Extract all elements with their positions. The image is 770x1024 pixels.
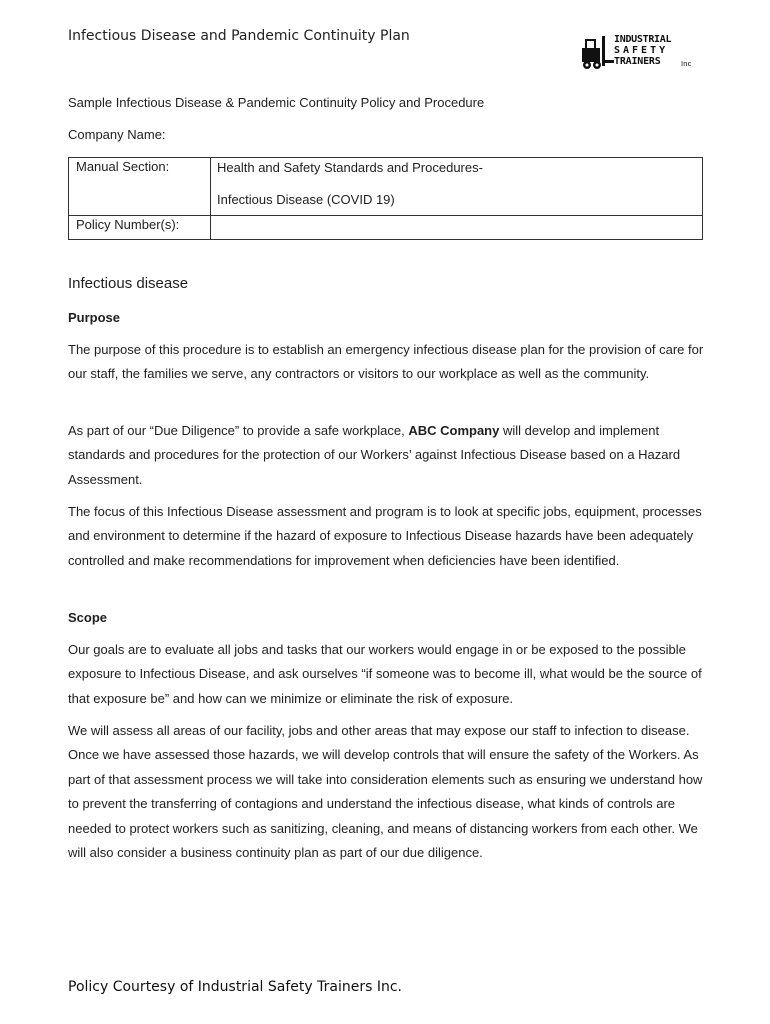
manual-section-label: Manual Section:: [69, 158, 211, 216]
purpose-heading: Purpose: [68, 310, 121, 325]
company-name-bold: ABC Company: [408, 423, 500, 438]
purpose-paragraph-2-text-a: As part of our “Due Diligence” to provide a safe workplace,: [68, 423, 409, 438]
document-subtitle: Sample Infectious Disease & Pandemic Continuity Policy and Procedure: [68, 95, 485, 110]
company-name-label: Company Name:: [68, 127, 166, 142]
manual-section-value: [211, 158, 703, 216]
purpose-paragraph-2-text-b: will develop and implement standards and procedures for the protection of our Workers’ against Infectious Disease based on a Hazard Assessment.: [68, 423, 681, 487]
manual-section-line-2: Infectious Disease (COVID 19): [217, 192, 395, 207]
logo-line-1: INDUSTRIAL: [614, 34, 672, 45]
header-title: Infectious Disease and Pandemic Continuity Plan: [68, 28, 410, 44]
logo-suffix: Inc: [681, 60, 692, 68]
page-footer: Policy Courtesy of Industrial Safety Trainers Inc.: [68, 979, 402, 995]
purpose-paragraph-3: The focus of this Infectious Disease assessment and program is to look at specific jobs, equipment, processes and environment to determine if the hazard of exposure to Infectious Disease hazards have been adequately controlled and make recommendations for improvement when deficiencies have been identified.: [68, 504, 702, 568]
company-logo: [580, 34, 692, 74]
forklift-icon: [580, 34, 614, 74]
table-row: [69, 158, 703, 216]
policy-info-table: [68, 157, 703, 240]
policy-number-value: [211, 216, 703, 240]
scope-heading: Scope: [68, 610, 108, 625]
policy-number-label: Policy Number(s):: [69, 216, 211, 240]
scope-paragraph-2: We will assess all areas of our facility, jobs and other areas that may expose our staff to infection to disease. Once we have assessed those hazards, we will develop controls that will ensure the safety of the Workers. As part of that assessment process we will take into consideration elements such as ensuring we understand how to prevent the transferring of contagions and understand the infectious disease, what kinds of controls are needed to protect workers such as sanitizing, cleaning, and means of distancing workers from each other. We will also consider a business continuity plan as part of our due diligence.: [68, 723, 703, 861]
purpose-paragraph-1: The purpose of this procedure is to establish an emergency infectious disease plan for the provision of care for our staff, the families we serve, any contractors or visitors to our workplace as well as the community.: [68, 342, 704, 382]
scope-paragraph-1: Our goals are to evaluate all jobs and tasks that our workers would engage in or be exposed to the possible exposure to Infectious Disease, and ask ourselves “if someone was to become ill, what would be the source of that exposure be” and how can we minimize or eliminate the risk of exposure.: [68, 642, 702, 706]
manual-section-line-1: Health and Safety Standards and Procedures-: [217, 160, 483, 175]
table-row: [69, 216, 703, 240]
purpose-paragraph-2: [68, 419, 708, 492]
logo-line-3: TRAINERS: [614, 56, 661, 67]
section-heading: Infectious disease: [68, 275, 189, 292]
logo-line-2: SAFETY: [614, 45, 669, 56]
